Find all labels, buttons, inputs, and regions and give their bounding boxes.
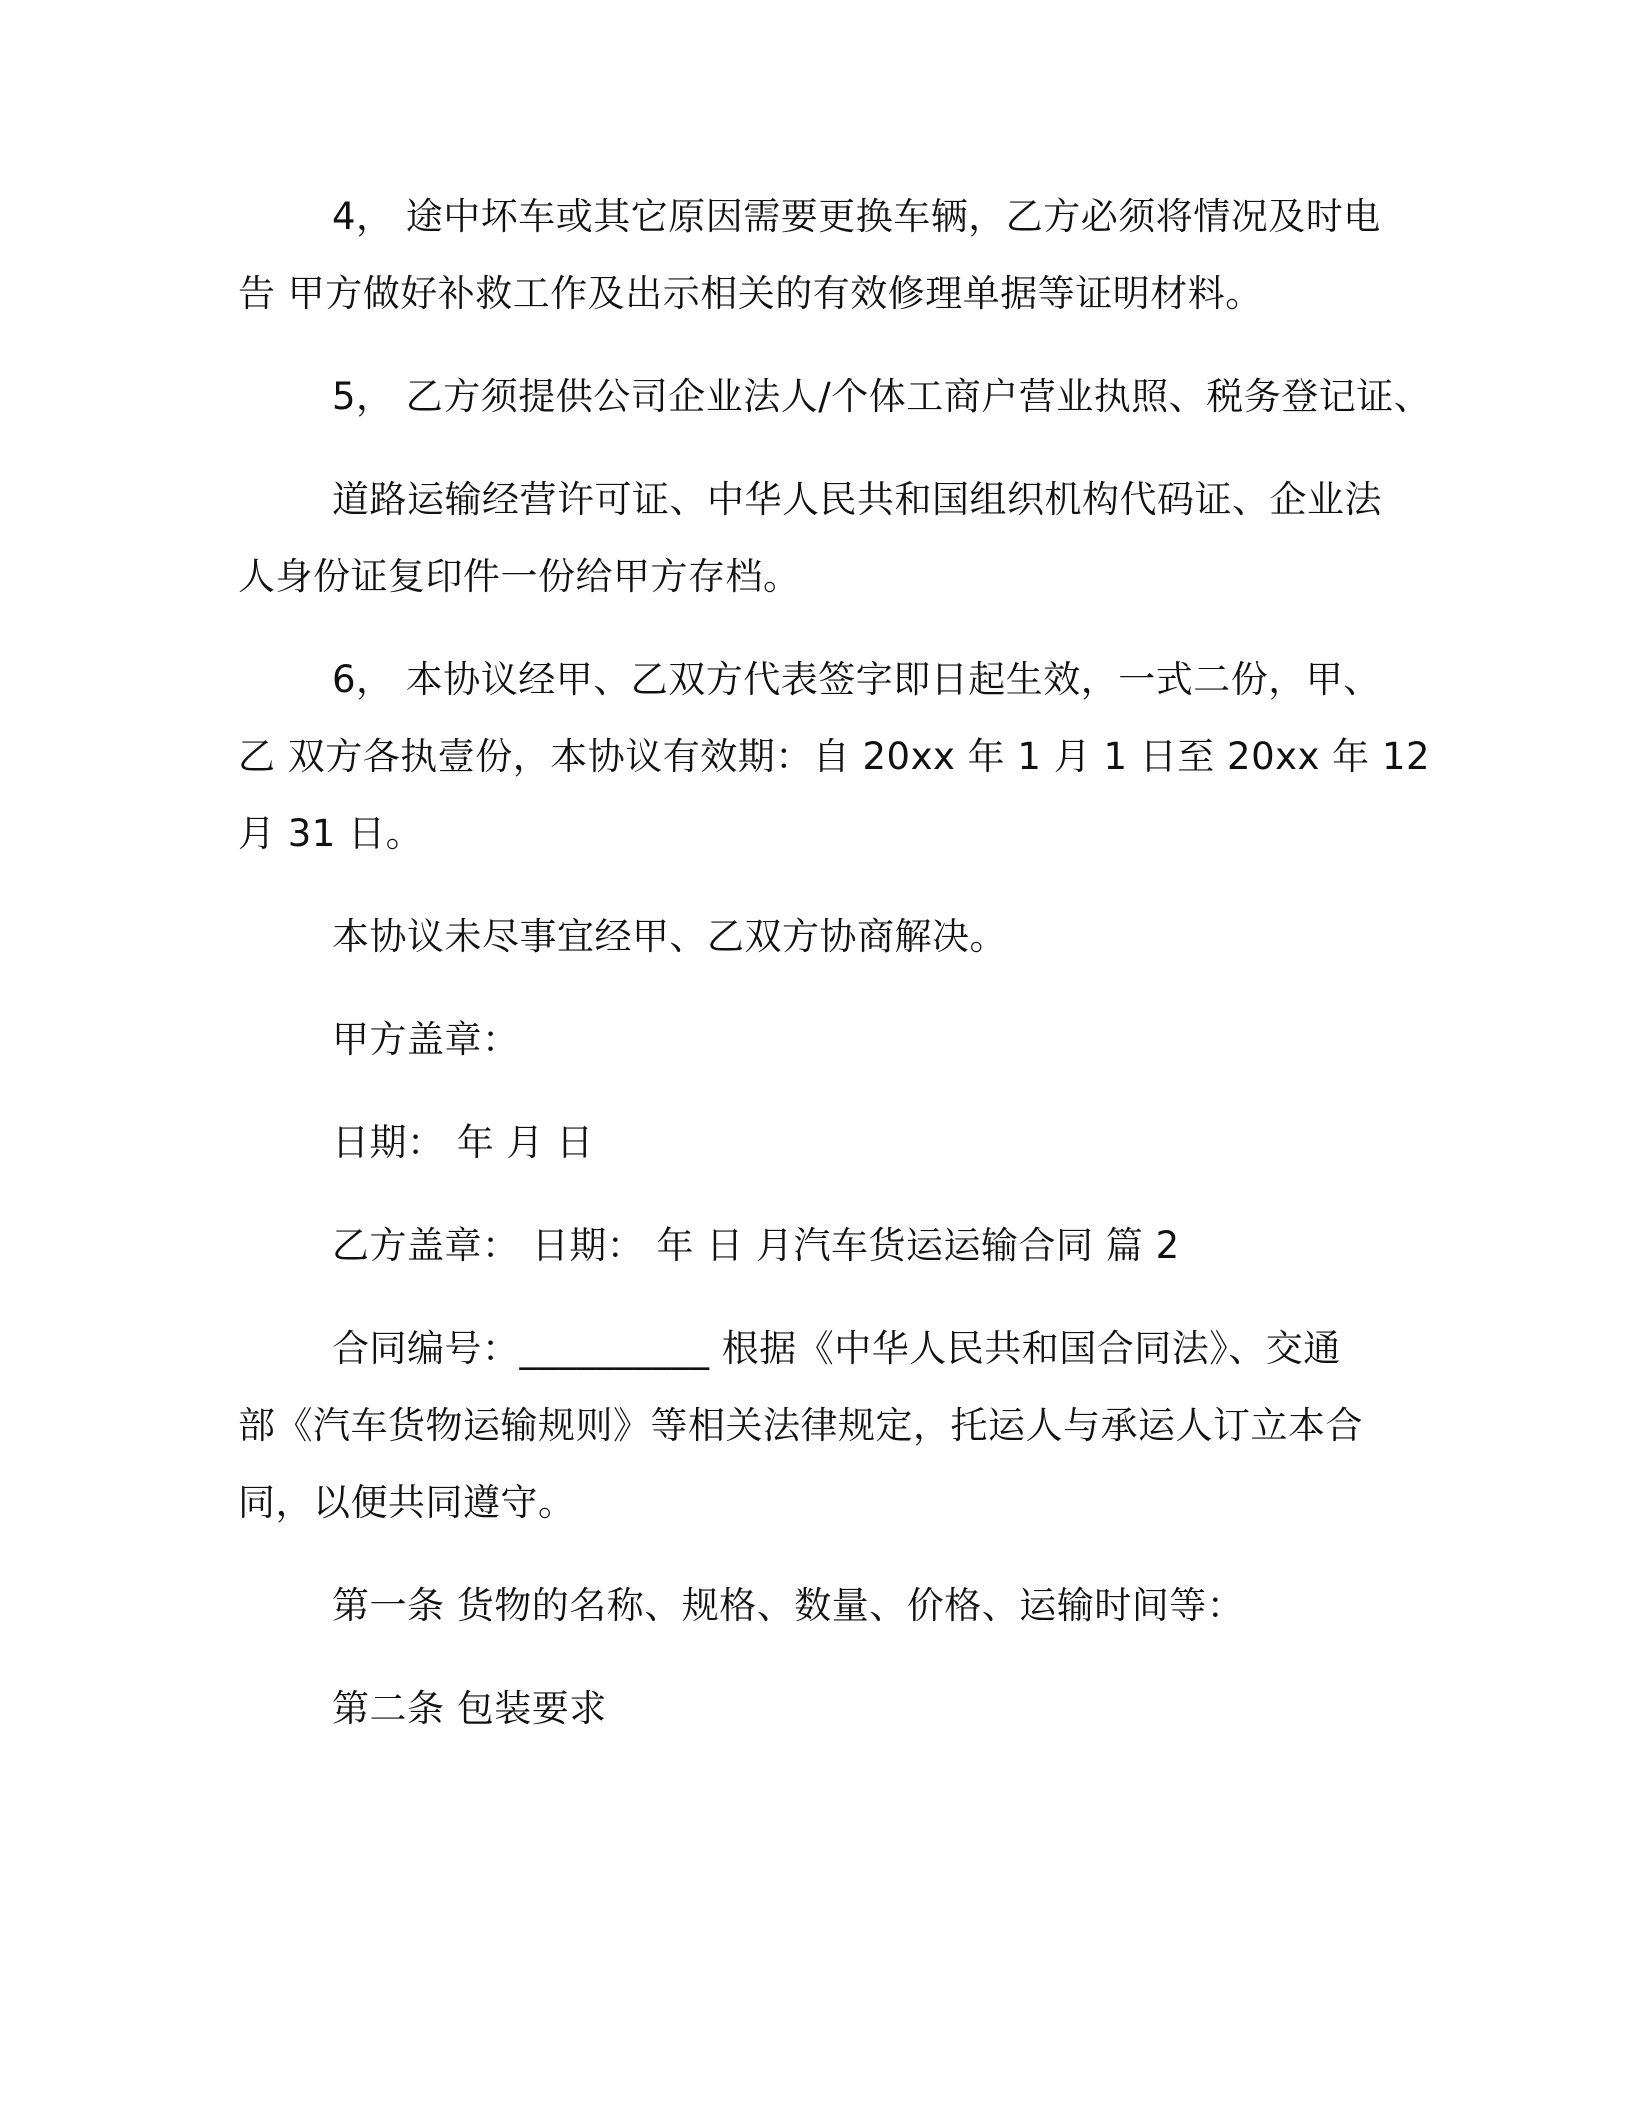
party-a-date-label: 日期： 年 月 日 — [332, 1121, 594, 1164]
party-b-seal-and-title: 乙方盖章： 日期： 年 日 月汽车货运运输合同 篇 2 — [332, 1224, 1180, 1267]
paragraph-6-line-2: 乙 双方各执壹份，本协议有效期：自 20xx 年 1 月 1 日至 20xx 年 12 — [238, 735, 1431, 778]
paragraph-11-line-2: 部《汽车货物运输规则》等相关法律规定，托运人与承运人订立本合 — [238, 1404, 1363, 1447]
paragraph-4-line-1: 4， 途中坏车或其它原因需要更换车辆，乙方必须将情况及时电 — [332, 195, 1381, 238]
article-1-heading: 第一条 货物的名称、规格、数量、价格、运输时间等： — [332, 1584, 1245, 1627]
paragraph-7-line-1: 本协议未尽事宜经甲、乙双方协商解决。 — [332, 915, 1007, 958]
paragraph-4-line-2: 告 甲方做好补救工作及出示相关的有效修理单据等证明材料。 — [238, 272, 1263, 315]
paragraph-5-line-2: 道路运输经营许可证、中华人民共和国组织机构代码证、企业法 — [332, 478, 1382, 521]
party-a-seal-label: 甲方盖章： — [332, 1018, 520, 1061]
paragraph-11-line-1: 合同编号：__________ 根据《中华人民共和国合同法》、交通 — [332, 1327, 1341, 1370]
article-2-heading: 第二条 包装要求 — [332, 1687, 607, 1730]
paragraph-5-line-1: 5， 乙方须提供公司企业法人/个体工商户营业执照、税务登记证、 — [332, 375, 1432, 418]
paragraph-11-line-3: 同，以便共同遵守。 — [238, 1481, 576, 1524]
paragraph-6-line-3: 月 31 日。 — [238, 812, 424, 855]
paragraph-6-line-1: 6， 本协议经甲、乙双方代表签字即日起生效，一式二份，甲、 — [332, 658, 1381, 701]
paragraph-5-line-3: 人身份证复印件一份给甲方存档。 — [238, 555, 801, 598]
